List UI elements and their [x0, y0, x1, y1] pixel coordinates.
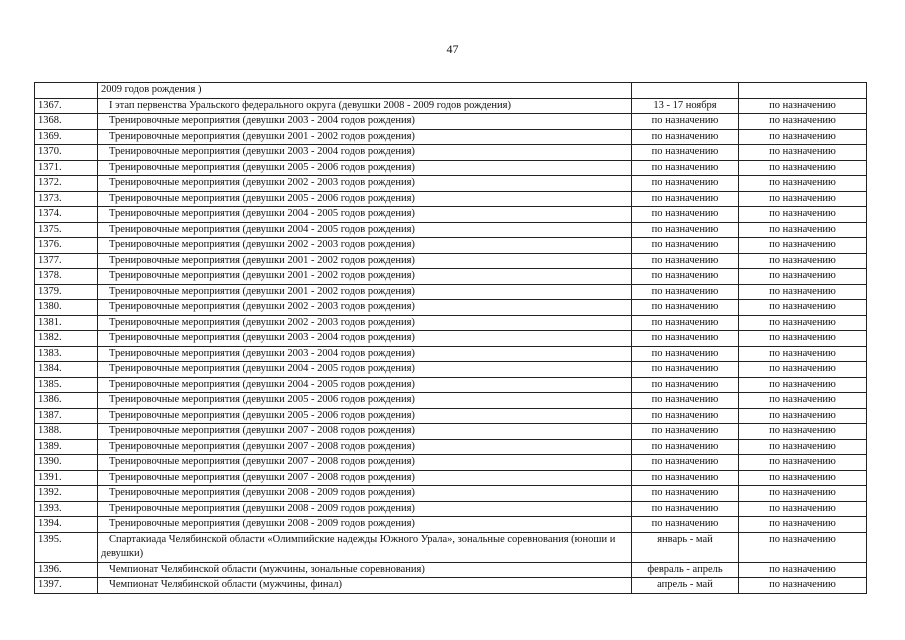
row-date-cell: по назначению	[632, 114, 739, 130]
row-number-cell: 1383.	[35, 346, 98, 362]
row-place-cell: по назначению	[739, 160, 867, 176]
row-date-cell: по назначению	[632, 160, 739, 176]
row-description-cell	[98, 377, 632, 393]
table-row	[35, 300, 867, 316]
row-place-cell: по назначению	[739, 501, 867, 517]
row-place-cell: по назначению	[739, 238, 867, 254]
table-row	[35, 455, 867, 471]
row-date-cell: по назначению	[632, 362, 739, 378]
row-number-cell: 1391.	[35, 470, 98, 486]
row-description-text: Тренировочные мероприятия (девушки 2007 - 2008 годов рождения)	[109, 425, 415, 436]
row-number-cell: 1397.	[35, 578, 98, 594]
row-date-cell: по назначению	[632, 346, 739, 362]
row-description-text: Чемпионат Челябинской области (мужчины, зональные соревнования)	[109, 563, 425, 575]
row-description-cell	[98, 362, 632, 378]
row-place-cell: по назначению	[739, 532, 867, 562]
row-number-cell: 1395.	[35, 532, 98, 562]
row-place-cell: по назначению	[739, 284, 867, 300]
row-description-cell	[98, 114, 632, 130]
row-number-cell: 1392.	[35, 486, 98, 502]
row-date-cell: по назначению	[632, 439, 739, 455]
row-place-cell: по назначению	[739, 269, 867, 285]
row-description-text: Тренировочные мероприятия (девушки 2005 - 2006 годов рождения)	[109, 161, 415, 173]
row-date-cell: по назначению	[632, 501, 739, 517]
row-date-cell: по назначению	[632, 207, 739, 223]
row-date-cell: по назначению	[632, 191, 739, 207]
table-row	[35, 238, 867, 254]
row-number-cell: 1374.	[35, 207, 98, 223]
row-number-cell: 1372.	[35, 176, 98, 192]
row-place-cell	[739, 83, 867, 99]
table-row	[35, 362, 867, 378]
row-place-cell: по назначению	[739, 315, 867, 331]
table-row	[35, 160, 867, 176]
table-row	[35, 315, 867, 331]
row-description-text: Тренировочные мероприятия (девушки 2002 - 2003 годов рождения)	[109, 177, 415, 188]
row-description-cell	[98, 578, 632, 594]
row-date-cell: по назначению	[632, 408, 739, 424]
events-table-body	[35, 83, 867, 594]
row-number-cell: 1390.	[35, 455, 98, 471]
table-row	[35, 346, 867, 362]
row-description-text: Тренировочные мероприятия (девушки 2003 - 2004 годов рождения)	[109, 146, 415, 157]
row-date-cell: по назначению	[632, 470, 739, 486]
table-row	[35, 191, 867, 207]
table-row	[35, 98, 867, 114]
row-description-text: Тренировочные мероприятия (девушки 2007 - 2008 годов рождения)	[109, 471, 415, 483]
row-number-cell: 1373.	[35, 191, 98, 207]
row-number-cell	[35, 83, 98, 99]
table-row	[35, 207, 867, 223]
row-number-cell: 1385.	[35, 377, 98, 393]
row-description-text: Тренировочные мероприятия (девушки 2002 - 2003 годов рождения)	[109, 301, 415, 312]
row-place-cell: по назначению	[739, 331, 867, 347]
row-number-cell: 1388.	[35, 424, 98, 440]
table-row	[35, 393, 867, 409]
table-row	[35, 517, 867, 533]
row-description-text: Спартакиада Челябинской области «Олимпийские надежды Южного Урала», зональные соревнования (юноши и девушки)	[101, 533, 616, 559]
row-number-cell: 1384.	[35, 362, 98, 378]
row-description-text: Тренировочные мероприятия (девушки 2005 - 2006 годов рождения)	[109, 409, 415, 421]
row-place-cell: по назначению	[739, 578, 867, 594]
row-description-cell	[98, 393, 632, 409]
row-description-text: Тренировочные мероприятия (девушки 2004 - 2005 годов рождения)	[109, 208, 415, 219]
table-row	[35, 470, 867, 486]
row-description-cell	[98, 439, 632, 455]
table-row	[35, 486, 867, 502]
table-row	[35, 424, 867, 440]
row-date-cell: по назначению	[632, 377, 739, 393]
row-date-cell: по назначению	[632, 315, 739, 331]
table-row	[35, 532, 867, 562]
row-place-cell: по назначению	[739, 114, 867, 130]
row-place-cell: по назначению	[739, 129, 867, 145]
row-place-cell: по назначению	[739, 253, 867, 269]
table-row	[35, 377, 867, 393]
events-table	[34, 82, 867, 594]
row-number-cell: 1370.	[35, 145, 98, 161]
row-date-cell: по назначению	[632, 129, 739, 145]
row-number-cell: 1376.	[35, 238, 98, 254]
row-description-text: Тренировочные мероприятия (девушки 2004 - 2005 годов рождения)	[109, 363, 415, 374]
table-row	[35, 145, 867, 161]
table-row	[35, 114, 867, 130]
row-number-cell: 1393.	[35, 501, 98, 517]
row-description-text: Тренировочные мероприятия (девушки 2008 - 2009 годов рождения)	[109, 502, 415, 514]
table-row	[35, 269, 867, 285]
row-description-cell	[98, 253, 632, 269]
row-description-text: Тренировочные мероприятия (девушки 2001 - 2002 годов рождения)	[109, 130, 415, 142]
row-description-cell	[98, 532, 632, 562]
table-row	[35, 501, 867, 517]
row-description-text: Тренировочные мероприятия (девушки 2005 - 2006 годов рождения)	[109, 192, 415, 204]
row-place-cell: по назначению	[739, 393, 867, 409]
row-place-cell: по назначению	[739, 300, 867, 316]
row-date-cell: по назначению	[632, 269, 739, 285]
row-description-text: Тренировочные мероприятия (девушки 2003 - 2004 годов рождения)	[109, 115, 415, 126]
row-number-cell: 1368.	[35, 114, 98, 130]
row-description-text: Тренировочные мероприятия (девушки 2005 - 2006 годов рождения)	[109, 394, 415, 405]
row-place-cell: по назначению	[739, 222, 867, 238]
row-description-cell	[98, 222, 632, 238]
page-number: 47	[446, 42, 459, 56]
row-number-cell: 1369.	[35, 129, 98, 145]
row-description-cell	[98, 424, 632, 440]
row-number-cell: 1375.	[35, 222, 98, 238]
row-place-cell: по назначению	[739, 207, 867, 223]
table-row	[35, 222, 867, 238]
row-date-cell: по назначению	[632, 331, 739, 347]
row-date-cell: по назначению	[632, 253, 739, 269]
row-place-cell: по назначению	[739, 517, 867, 533]
row-description-cell	[98, 315, 632, 331]
row-number-cell: 1377.	[35, 253, 98, 269]
row-place-cell: по назначению	[739, 470, 867, 486]
row-description-text: Тренировочные мероприятия (девушки 2008 - 2009 годов рождения)	[109, 487, 415, 498]
row-date-cell: по назначению	[632, 393, 739, 409]
row-description-text: Тренировочные мероприятия (девушки 2002 - 2003 годов рождения)	[109, 239, 415, 250]
row-description-text: Тренировочные мероприятия (девушки 2002 - 2003 годов рождения)	[109, 316, 415, 328]
row-description-cell	[98, 470, 632, 486]
row-number-cell: 1379.	[35, 284, 98, 300]
row-description-text: Тренировочные мероприятия (девушки 2004 - 2005 годов рождения)	[109, 223, 415, 235]
row-date-cell: по назначению	[632, 145, 739, 161]
row-number-cell: 1380.	[35, 300, 98, 316]
table-row	[35, 331, 867, 347]
row-description-cell	[98, 331, 632, 347]
table-row	[35, 408, 867, 424]
row-description-cell	[98, 98, 632, 114]
row-place-cell: по назначению	[739, 145, 867, 161]
row-description-text: I этап первенства Уральского федерального округа (девушки 2008 - 2009 годов рождения)	[109, 99, 511, 111]
row-date-cell: по назначению	[632, 238, 739, 254]
row-place-cell: по назначению	[739, 455, 867, 471]
row-place-cell: по назначению	[739, 486, 867, 502]
row-description-cell	[98, 408, 632, 424]
row-description-text: Тренировочные мероприятия (девушки 2007 - 2008 годов рождения)	[109, 456, 415, 467]
table-row	[35, 129, 867, 145]
row-place-cell: по назначению	[739, 176, 867, 192]
row-description-text: Тренировочные мероприятия (девушки 2003 - 2004 годов рождения)	[109, 332, 415, 343]
table-row	[35, 439, 867, 455]
row-number-cell: 1387.	[35, 408, 98, 424]
table-row	[35, 578, 867, 594]
table-row	[35, 253, 867, 269]
row-description-cell	[98, 207, 632, 223]
table-row	[35, 562, 867, 578]
row-description-cell	[98, 238, 632, 254]
row-description-text: Тренировочные мероприятия (девушки 2001 - 2002 годов рождения)	[109, 254, 415, 266]
row-date-cell: по назначению	[632, 222, 739, 238]
row-number-cell: 1386.	[35, 393, 98, 409]
row-date-cell: по назначению	[632, 486, 739, 502]
row-description-cell	[98, 284, 632, 300]
row-place-cell: по назначению	[739, 424, 867, 440]
row-number-cell: 1389.	[35, 439, 98, 455]
table-row	[35, 176, 867, 192]
row-description-text: Тренировочные мероприятия (девушки 2008 - 2009 годов рождения)	[109, 518, 415, 529]
row-place-cell: по назначению	[739, 562, 867, 578]
row-number-cell: 1371.	[35, 160, 98, 176]
row-description-cell	[98, 455, 632, 471]
row-date-cell: по назначению	[632, 176, 739, 192]
row-number-cell: 1396.	[35, 562, 98, 578]
row-description-cell	[98, 486, 632, 502]
row-date-cell: по назначению	[632, 455, 739, 471]
row-description-text: Тренировочные мероприятия (девушки 2004 - 2005 годов рождения)	[109, 378, 415, 390]
row-description-cell	[98, 346, 632, 362]
row-date-cell: январь - май	[632, 532, 739, 562]
table-row	[35, 284, 867, 300]
row-date-cell: по назначению	[632, 300, 739, 316]
row-description-cell	[98, 269, 632, 285]
row-place-cell: по назначению	[739, 98, 867, 114]
row-description-text: Тренировочные мероприятия (девушки 2001 - 2002 годов рождения)	[109, 285, 415, 297]
row-number-cell: 1394.	[35, 517, 98, 533]
row-number-cell: 1378.	[35, 269, 98, 285]
row-description-cell	[98, 191, 632, 207]
row-description-cell	[98, 145, 632, 161]
row-number-cell: 1382.	[35, 331, 98, 347]
row-date-cell: по назначению	[632, 284, 739, 300]
row-place-cell: по назначению	[739, 439, 867, 455]
table-row-continuation	[35, 83, 867, 99]
row-date-cell	[632, 83, 739, 99]
row-date-cell: по назначению	[632, 517, 739, 533]
row-description-text: Чемпионат Челябинской области (мужчины, финал)	[109, 579, 343, 590]
row-date-cell: апрель - май	[632, 578, 739, 594]
row-description-cell: 2009 годов рождения )	[98, 83, 632, 99]
row-place-cell: по назначению	[739, 377, 867, 393]
row-description-cell	[98, 501, 632, 517]
row-description-cell	[98, 129, 632, 145]
row-date-cell: 13 - 17 ноября	[632, 98, 739, 114]
row-place-cell: по назначению	[739, 408, 867, 424]
row-description-text: Тренировочные мероприятия (девушки 2001 - 2002 годов рождения)	[109, 270, 415, 281]
row-description-cell	[98, 176, 632, 192]
row-description-cell	[98, 517, 632, 533]
row-description-text: Тренировочные мероприятия (девушки 2007 - 2008 годов рождения)	[109, 440, 415, 452]
row-number-cell: 1381.	[35, 315, 98, 331]
row-place-cell: по назначению	[739, 191, 867, 207]
row-description-cell	[98, 562, 632, 578]
events-table-container	[34, 82, 862, 594]
row-place-cell: по назначению	[739, 346, 867, 362]
row-description-cell	[98, 300, 632, 316]
row-place-cell: по назначению	[739, 362, 867, 378]
row-description-text: Тренировочные мероприятия (девушки 2003 - 2004 годов рождения)	[109, 347, 415, 359]
row-date-cell: по назначению	[632, 424, 739, 440]
row-date-cell: февраль - апрель	[632, 562, 739, 578]
row-description-cell	[98, 160, 632, 176]
row-number-cell: 1367.	[35, 98, 98, 114]
